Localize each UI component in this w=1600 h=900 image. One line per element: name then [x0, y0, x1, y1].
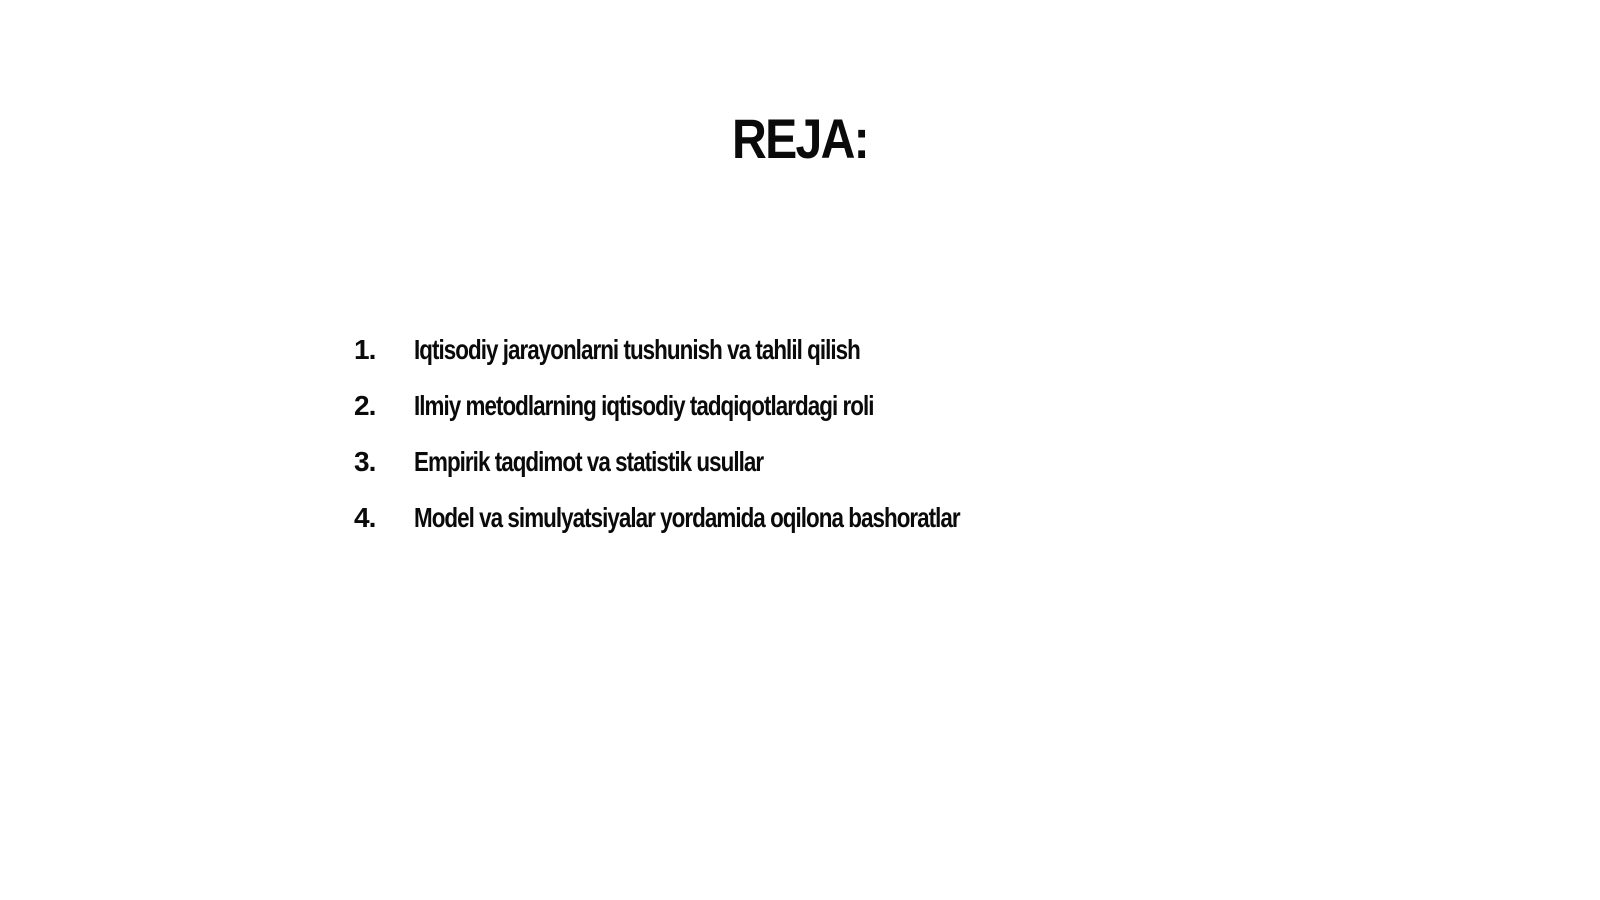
- list-item-number: 2.: [354, 390, 376, 421]
- list-item: [0, 330, 1600, 386]
- list-item-text: Ilmiy metodlarning iqtisodiy tadqiqotlardagi roli: [414, 390, 874, 421]
- slide-title: REJA:: [732, 107, 868, 170]
- list-item: [0, 498, 1600, 554]
- list-item-number: 4.: [354, 502, 376, 533]
- plan-list: [0, 330, 1600, 554]
- list-item: [0, 386, 1600, 442]
- list-item-text: Model va simulyatsiyalar yordamida oqilona bashoratlar: [414, 502, 960, 533]
- list-item-text: Iqtisodiy jarayonlarni tushunish va tahlil qilish: [414, 334, 860, 365]
- list-item-number: 1.: [354, 334, 376, 365]
- list-item-text: Empirik taqdimot va statistik usullar: [414, 446, 764, 477]
- list-item: [0, 442, 1600, 498]
- list-item-number: 3.: [354, 446, 376, 477]
